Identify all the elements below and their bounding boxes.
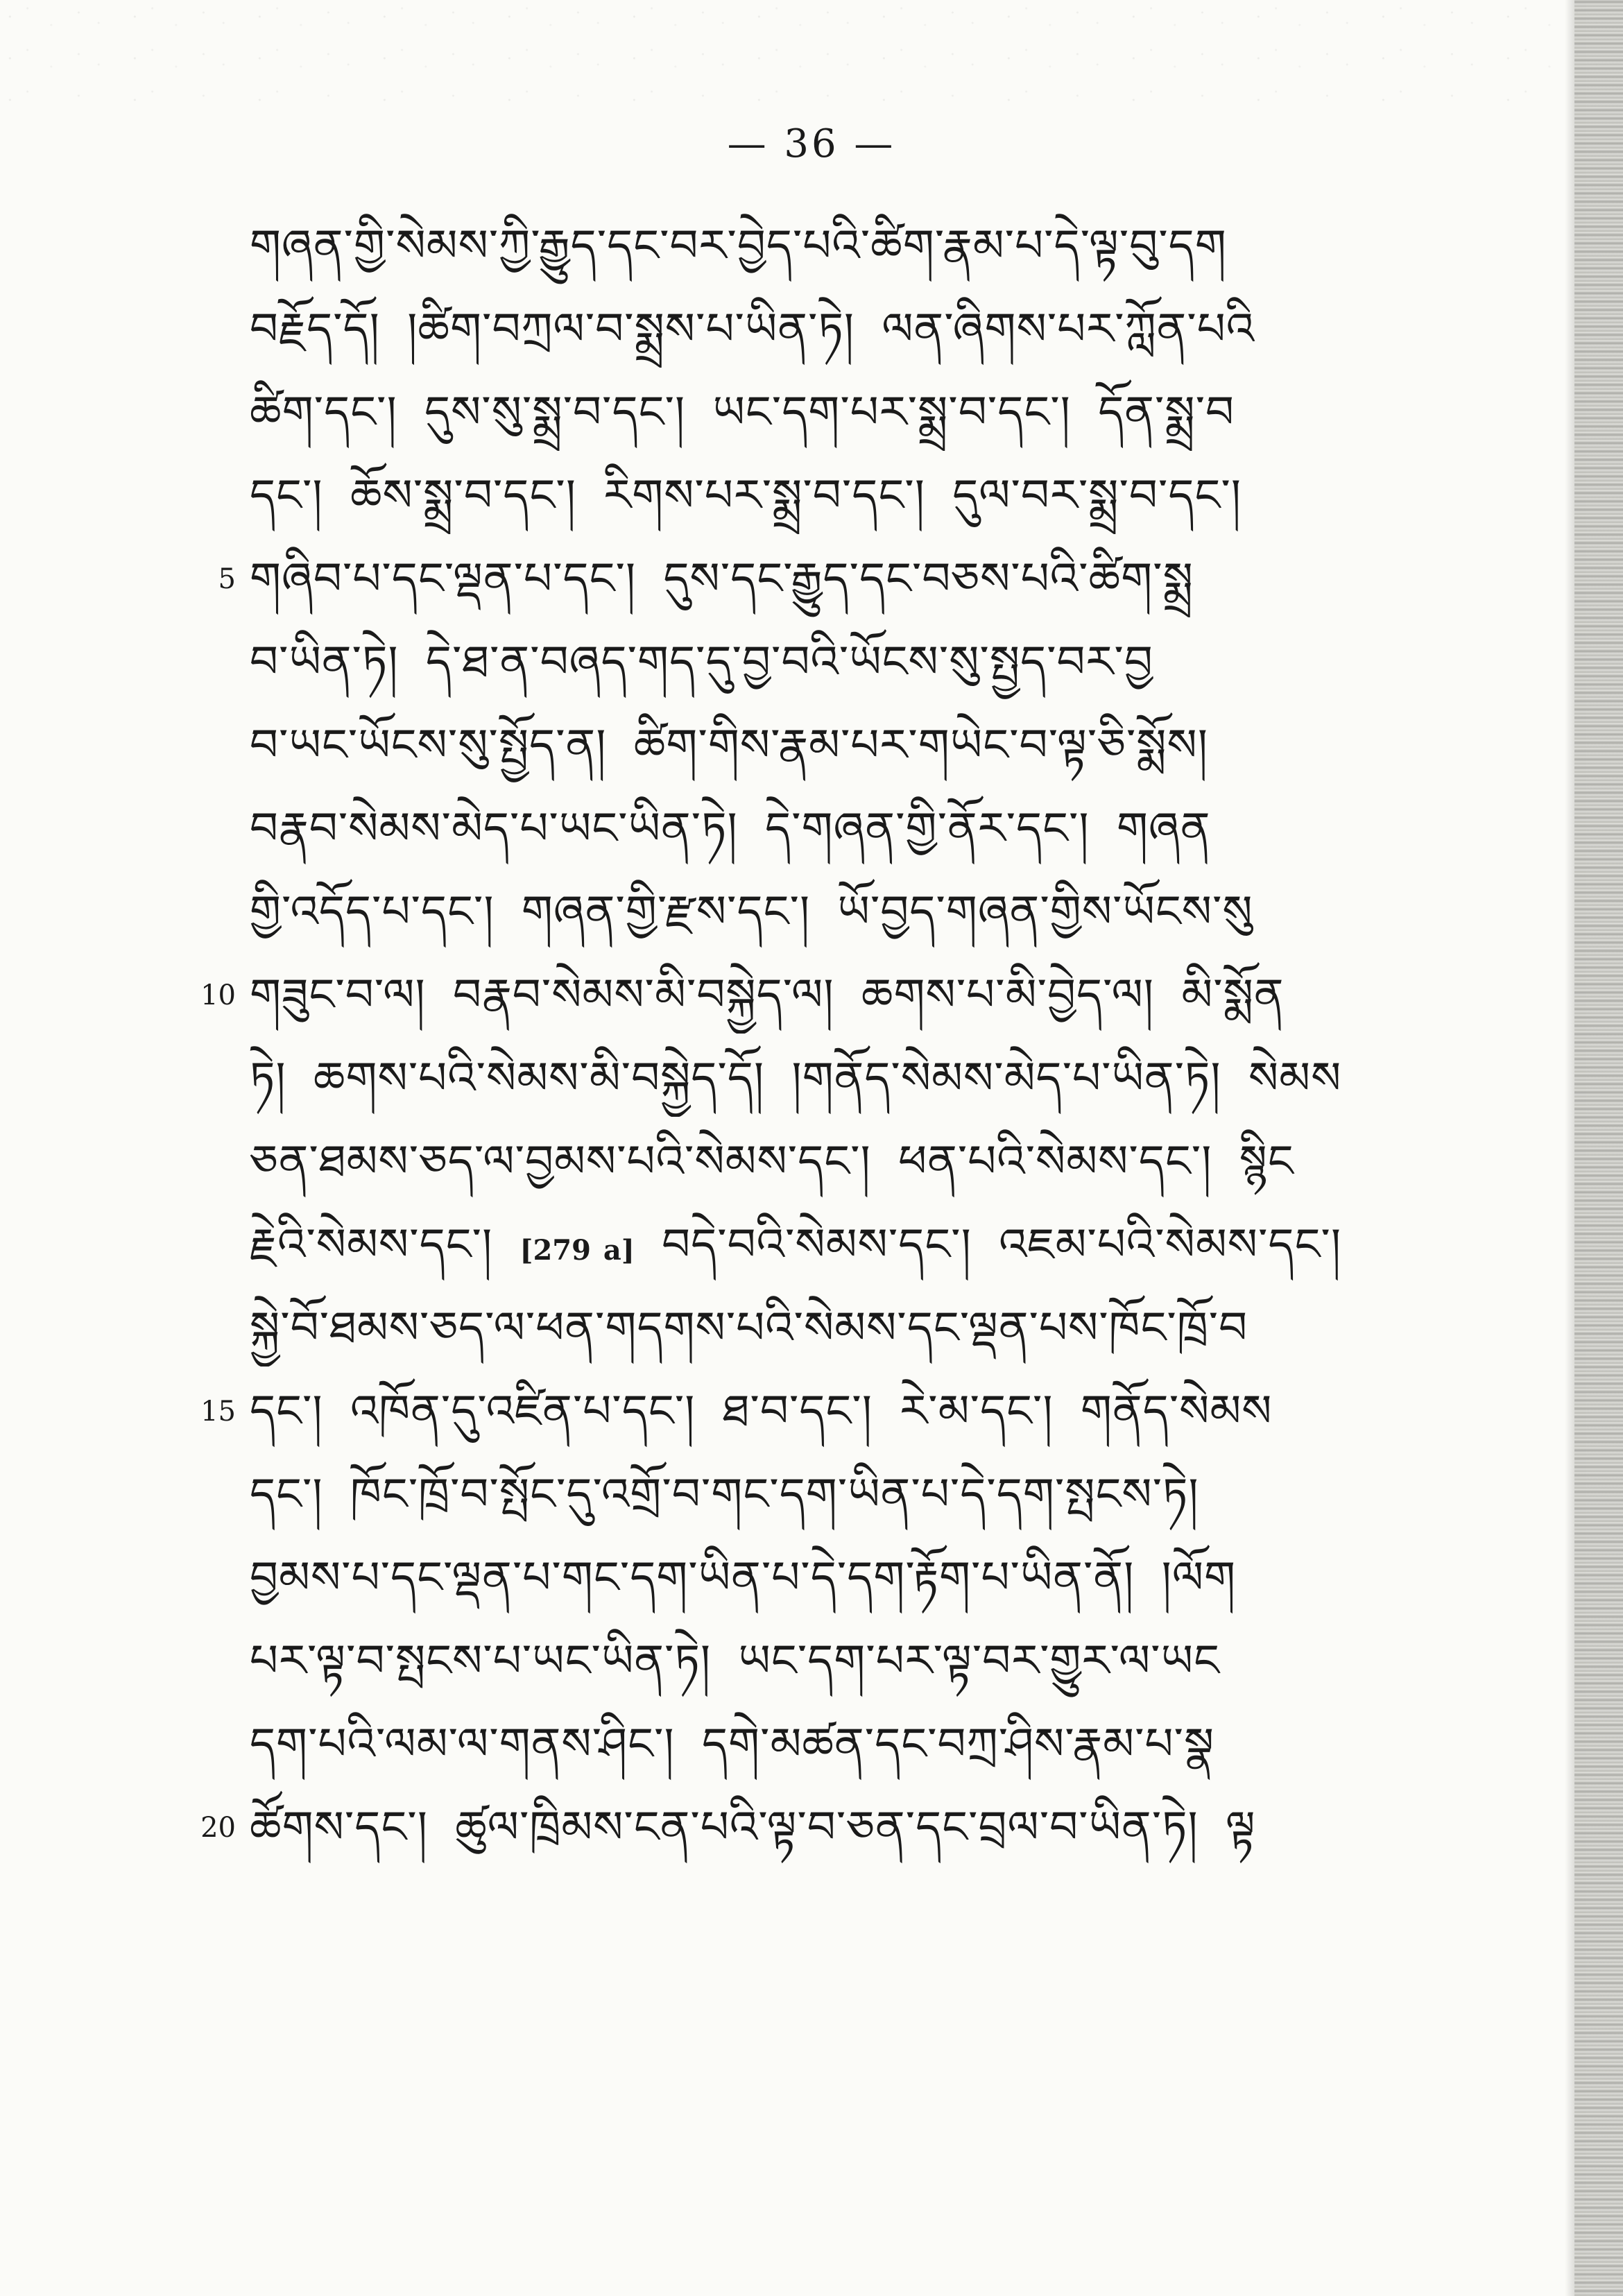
line-number: 5: [218, 563, 236, 595]
line-number: 10: [200, 979, 236, 1011]
text-line: ཏེ། ཆགས་པའི་སེམས་མི་བསྐྱེད་དོ། །གནོད་སེམས་མེད་པ་ཡིན་ཏེ། སེམས: [250, 1053, 1342, 1104]
folio-marker: [279 a]: [519, 1234, 635, 1267]
page-number: — 36 —: [727, 121, 896, 166]
text-line: སྐྱེ་བོ་ཐམས་ཅད་ལ་ཕན་གདགས་པའི་སེམས་དང་ལྡན་པས་ཁོང་ཁྲོ་བ: [250, 1303, 1248, 1354]
text-line: ཚིག་དང་། དུས་སུ་སྨྲ་བ་དང་། ཡང་དག་པར་སྨྲ་བ་དང་། དོན་སྨྲ་བ: [250, 387, 1235, 438]
text-line: ཅན་ཐམས་ཅད་ལ་བྱམས་པའི་སེམས་དང་། ཕན་པའི་སེམས་དང་། སྙིང: [250, 1136, 1294, 1188]
line-number: 15: [200, 1396, 236, 1428]
text-line: པར་ལྟ་བ་སྤངས་པ་ཡང་ཡིན་ཏེ། ཡང་དག་པར་ལྟ་བར་གྱུར་ལ་ཡང: [250, 1636, 1220, 1687]
text-line: བ་ཡང་ཡོངས་སུ་སྤྱོད་ན། ཚིག་གིས་རྣམ་པར་གཡེང་བ་ལྟ་ཅི་སྨོས།: [250, 720, 1208, 771]
scan-speckle: [0, 0, 1623, 104]
text-line: དང་། ཆོས་སྨྲ་བ་དང་། རིགས་པར་སྨྲ་བ་དང་། དུལ་བར་སྨྲ་བ་དང་།: [250, 470, 1242, 522]
text-line: གཟུང་བ་ལ། བརྣབ་སེམས་མི་བསྐྱེད་ལ། ཆགས་པ་མི་བྱེད་ལ། མི་སྨོན: [250, 970, 1285, 1021]
text-line: གྱི་འདོད་པ་དང་། གཞན་གྱི་རྫས་དང་། ཡོ་བྱད་གཞན་གྱིས་ཡོངས་སུ: [250, 886, 1253, 938]
text-line: རྗེའི་སེམས་དང་། [279 a] བདེ་བའི་སེམས་དང་། འཇམ་པའི་སེམས་དང་།: [250, 1219, 1342, 1271]
page-edge-shadow: [1574, 0, 1623, 2296]
line-number: 20: [200, 1812, 236, 1844]
text-line: དང་། འཁོན་དུ་འཛིན་པ་དང་། ཐ་བ་དང་། རེ་མ་དང་། གནོད་སེམས: [250, 1386, 1273, 1437]
text-line: གཞིབ་པ་དང་ལྡན་པ་དང་། དུས་དང་རྒྱུད་དང་བཅས་པའི་ཚིག་སྨྲ: [250, 554, 1194, 605]
text-line: གཞན་གྱི་སེམས་ཀྱི་རྒྱུད་དང་བར་བྱེད་པའི་ཚིག་རྣམ་པ་དེ་ལྟ་བུ་དག: [250, 221, 1227, 272]
text-line: བྱམས་པ་དང་ལྡན་པ་གང་དག་ཡིན་པ་དེ་དག་རྟོག་པ་ཡིན་ནོ། །ལོག: [250, 1552, 1237, 1604]
text-line: ཚོགས་དང་། ཚུལ་ཁྲིམས་ངན་པའི་ལྟ་བ་ཅན་དང་བྲལ་བ་ཡིན་ཏེ། ལྟ: [250, 1802, 1256, 1853]
text-line: དག་པའི་ལམ་ལ་གནས་ཤིང་། དགེ་མཚན་དང་བཀྲ་ཤིས་རྣམ་པ་སྣ: [250, 1719, 1215, 1770]
text-line: དང་། ཁོང་ཁྲོ་བ་སྤོང་དུ་འགྲོ་བ་གང་དག་ཡིན་པ་དེ་དག་སྤངས་ཏེ།: [250, 1469, 1199, 1520]
text-line: བརྣབ་སེམས་མེད་པ་ཡང་ཡིན་ཏེ། དེ་གཞན་གྱི་ནོར་དང་། གཞན: [250, 803, 1211, 855]
text-line: བརྗོད་དོ། །ཚིག་བཀྲལ་བ་སྨྲས་པ་ཡིན་ཏེ། ལན་ཞིགས་པར་ཀློན་པའི: [250, 304, 1255, 355]
text-line: བ་ཡིན་ཏེ། དེ་ཐ་ན་བཞད་གད་དུ་བྱ་བའི་ཡོངས་སུ་སྤྱད་བར་བྱ: [250, 637, 1153, 688]
